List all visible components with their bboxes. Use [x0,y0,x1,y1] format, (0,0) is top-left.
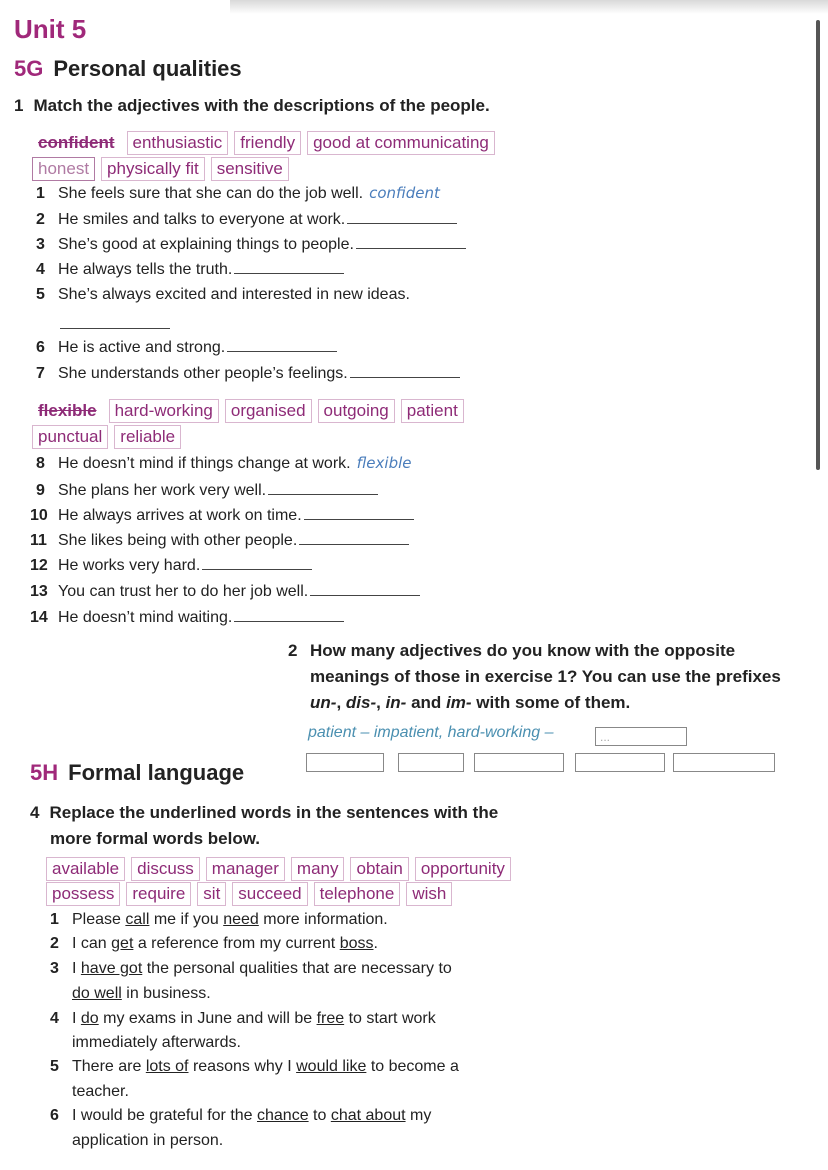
answer-box[interactable] [306,753,384,772]
section-5g-title [14,56,242,82]
answer-blank[interactable] [268,480,378,495]
scrollbar[interactable] [816,20,820,470]
answer-blank[interactable] [299,530,409,545]
handwritten-example: patient – impatient, hard-working – [308,724,554,741]
answer-blank[interactable] [304,505,414,520]
exercise-item: 14 He doesn’t mind waiting. [30,607,344,627]
sentence-item: 6 I would be grateful for the chance to chat about my [50,1107,432,1124]
word-bank-b-row1 [32,399,464,423]
section-code: 5H [30,760,59,785]
word-chip: obtain [350,857,408,881]
exercise-4-instruction: 4 Replace the underlined words in the sentences with the more formal words below. [30,803,499,848]
answer-blank[interactable] [350,363,460,378]
word-chip: organised [225,399,312,423]
word-chip: good at communicating [307,131,495,155]
section-5h-title [30,760,244,786]
answer-blank[interactable] [234,259,344,274]
exercise-item: 11 She likes being with other people. [30,530,409,550]
instruction-line: How many adjectives do you know with the opposite [310,641,736,660]
word-bank-a-row2 [32,157,289,181]
answer-box[interactable] [474,753,564,772]
word-chip: available [46,857,125,881]
exercise-item: 7 She understands other people’s feelings. [36,363,460,383]
word-chip: wish [406,882,452,906]
exercise-item: 2 He smiles and talks to everyone at work. [36,209,457,229]
word-chip: reliable [114,425,181,449]
exercise-number: 2 [288,641,298,660]
sentence-item-cont: do well in business. [72,985,211,1002]
word-bank-b-row2 [32,425,181,449]
word-chip: possess [46,882,120,906]
exercise-item: 4 He always tells the truth. [36,259,344,279]
word-chip: hard-working [109,399,219,423]
unit-title: Unit 5 [14,14,87,44]
handwritten-answer: confident [369,184,440,202]
word-chip: confident [32,131,121,155]
answer-box[interactable]: ... [595,727,687,746]
section-name: Personal qualities [53,56,242,81]
exercise-number: 1 [14,96,24,115]
word-chip: many [291,857,345,881]
word-chip: punctual [32,425,108,449]
exercise-item: 9 She plans her work very well. [36,480,378,500]
word-chip: manager [206,857,285,881]
word-chip: telephone [314,882,401,906]
answer-blank[interactable] [310,581,420,596]
sentence-item-cont: application in person. [72,1132,224,1149]
exercise-item-blank-line[interactable] [58,314,170,334]
sentence-item: 4 I do my exams in June and will be free to start work [50,1010,436,1027]
sentence-item: 1 Please call me if you need more information. [50,911,388,928]
section-code: 5G [14,56,44,81]
exercise-item: 1 She feels sure that she can do the job well. confident [36,184,440,202]
sentence-item: 2 I can get a reference from my current boss. [50,935,378,952]
exercise-item: 5 She’s always excited and interested in new ideas. [36,286,410,303]
sentence-item-cont: teacher. [72,1083,129,1100]
sentence-item-cont: immediately afterwards. [72,1034,241,1051]
word-chip: flexible [32,399,103,423]
exercise-item: 3 She’s good at explaining things to people. [36,234,466,254]
word-chip: physically fit [101,157,205,181]
page-edge-shadow [230,0,828,14]
exercise-2-instruction [288,638,788,716]
exercise-1-instruction [14,96,490,116]
section-name: Formal language [68,760,245,785]
word-chip: succeed [232,882,307,906]
word-chip: sit [197,882,226,906]
word-bank-c-row2 [46,882,452,906]
sentence-item: 5 There are lots of reasons why I would like to become a [50,1058,459,1075]
word-bank-a-row1 [32,131,495,155]
word-chip: require [126,882,191,906]
exercise-item: 12 He works very hard. [30,555,312,575]
exercise-item: 6 He is active and strong. [36,337,337,357]
word-chip: opportunity [415,857,511,881]
sentence-item: 3 I have got the personal qualities that are necessary to [50,960,452,977]
word-chip: patient [401,399,464,423]
exercise-item: 8 He doesn’t mind if things change at work. flexible [36,454,412,472]
answer-blank[interactable] [356,234,466,249]
exercise-item: 10 He always arrives at work on time. [30,505,414,525]
exercise-number: 4 [30,803,40,822]
word-chip: outgoing [318,399,395,423]
answer-blank[interactable] [347,209,457,224]
word-chip: honest [32,157,95,181]
word-bank-c-row1 [46,857,511,881]
handwritten-answer: flexible [356,454,412,472]
answer-blank[interactable] [202,555,312,570]
answer-box[interactable] [398,753,464,772]
word-chip: discuss [131,857,200,881]
word-chip: friendly [234,131,301,155]
answer-blank[interactable] [234,607,344,622]
instruction-line: un-, dis-, in- and im- with some of them. [310,693,631,712]
answer-box[interactable] [673,753,775,772]
exercise-item: 13 You can trust her to do her job well. [30,581,420,601]
instruction-line: meanings of those in exercise 1? You can use the prefixes [310,667,781,686]
answer-blank[interactable] [227,337,337,352]
word-chip: enthusiastic [127,131,229,155]
instruction-text: Match the adjectives with the descriptions of the people. [33,96,490,115]
answer-box[interactable] [575,753,665,772]
word-chip: sensitive [211,157,289,181]
